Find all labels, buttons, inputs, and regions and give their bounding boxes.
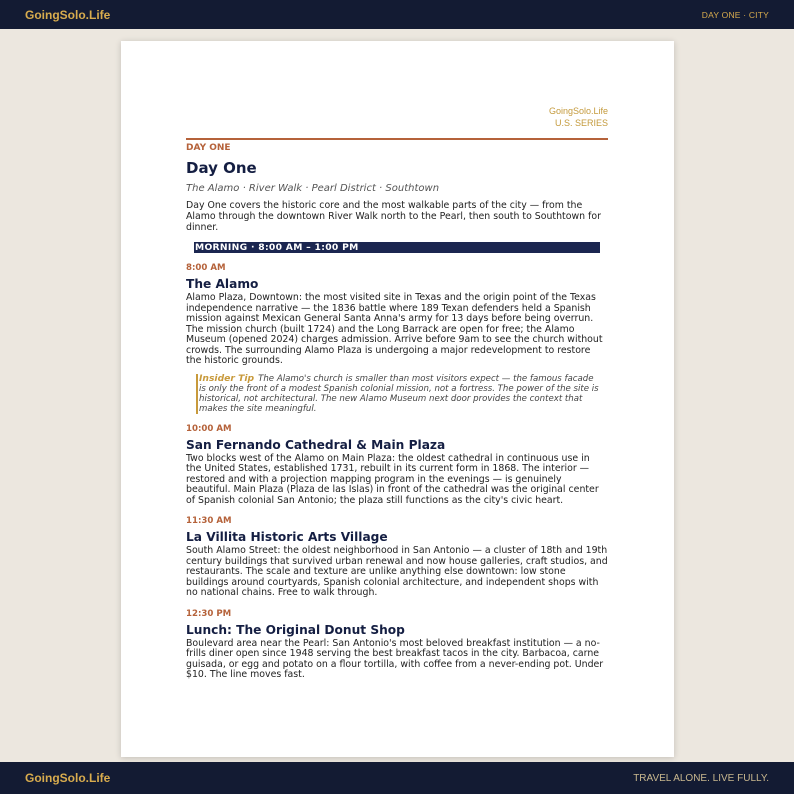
- stop-description: Alamo Plaza, Downtown: the most visited site in Texas and the origin point of the Texas independence narrative — the 1836 battle where 189 Texan defenders held a Spanish mission against Mexican General Santa Anna's army for 13 days before being overrun. The mission church (built 1724) and the Long Barrack are open for free; the Alamo Museum (opened 2024) charges admission. Arrive before 9am to see the church without crowds. The surrounding Alamo Plaza is undergoing a major redevelopment to restore the historic grounds.: [186, 292, 603, 366]
- stop-title: La Villita Historic Arts Village: [186, 530, 388, 544]
- itinerary-stop: [186, 263, 608, 367]
- header-rule: [186, 138, 608, 140]
- section-heading-morning: MORNING · 8:00 AM – 1:00 PM: [194, 242, 600, 253]
- page-content: [186, 105, 608, 681]
- stop-description: Boulevard area near the Pearl: San Antonio's most beloved breakfast institution — a no-frills diner open since 1948 serving the best breakfast tacos in the city. Barbacoa, carne guisada, or egg and potato on a flour tortilla, with coffee from a never-ending pot. Under $10. The line moves fast.: [186, 637, 604, 680]
- insider-tip-text: The Alamo's church is smaller than most visitors expect — the famous facade is only the front of a modest Spanish colonial mission, not a fortress. The power of the site is historical, not architectural. The new Alamo Museum next door provides the context that makes the site meaningful.: [199, 373, 599, 414]
- page-title: Day One: [186, 159, 257, 177]
- footer-tagline: TRAVEL ALONE. LIVE FULLY.: [633, 772, 769, 784]
- header-breadcrumb: DAY ONE · CITY: [701, 9, 769, 20]
- itinerary-stop: [186, 609, 608, 681]
- stop-title: San Fernando Cathedral & Main Plaza: [186, 437, 446, 452]
- series-mark: [186, 105, 608, 129]
- stop-title: The Alamo: [186, 277, 259, 291]
- itinerary-stop: [186, 424, 608, 507]
- areas-subtitle: The Alamo · River Walk · Pearl District · Southtown: [186, 183, 440, 194]
- document-page: [121, 41, 674, 757]
- insider-tip: [196, 374, 600, 414]
- day-kicker: DAY ONE: [186, 143, 231, 153]
- stop-time: 8:00 AM: [186, 263, 226, 273]
- footer-logo[interactable]: GoingSolo.Life: [25, 771, 111, 785]
- stop-title: Lunch: The Original Donut Shop: [186, 622, 405, 637]
- insider-tip-label: Insider Tip: [199, 372, 255, 384]
- series-brand: GoingSolo.Life: [548, 106, 608, 116]
- series-label: U.S. SERIES: [554, 118, 608, 128]
- site-footer: [0, 762, 794, 794]
- header-logo[interactable]: GoingSolo.Life: [25, 7, 111, 22]
- stop-description: South Alamo Street: the oldest neighborhood in San Antonio — a cluster of 18th and 19th century buildings that survived urban renewal and now house galleries, craft studios, and restaurants. The scale and texture are unlike anything else downtown: low stone buildings around courtyards, Spanish colonial architecture, and independent shops with no national chains. Free to walk through.: [186, 545, 608, 598]
- intro-paragraph: Day One covers the historic core and the most walkable parts of the city — from the Alamo through the downtown River Walk north to the Pearl, then south to Southtown for dinner.: [186, 200, 601, 233]
- stop-time: 12:30 PM: [186, 608, 232, 619]
- insider-tip-body: [199, 374, 600, 414]
- stop-description: Two blocks west of the Alamo on Main Plaza: the oldest cathedral in continuous use in the United States, established 1731, rebuilt in its current form in 1868. The interior — restored and with a projection mapping program in the evenings — is genuinely beautiful. Main Plaza (Plaza de las Islas) in front of the cathedral was the original center of Spanish colonial San Antonio; the plaza still functions as the city's civic heart.: [186, 452, 599, 506]
- stop-time: 11:30 AM: [186, 516, 232, 526]
- site-header: [0, 0, 794, 29]
- itinerary-stop: [186, 516, 608, 599]
- stop-time: 10:00 AM: [186, 423, 232, 434]
